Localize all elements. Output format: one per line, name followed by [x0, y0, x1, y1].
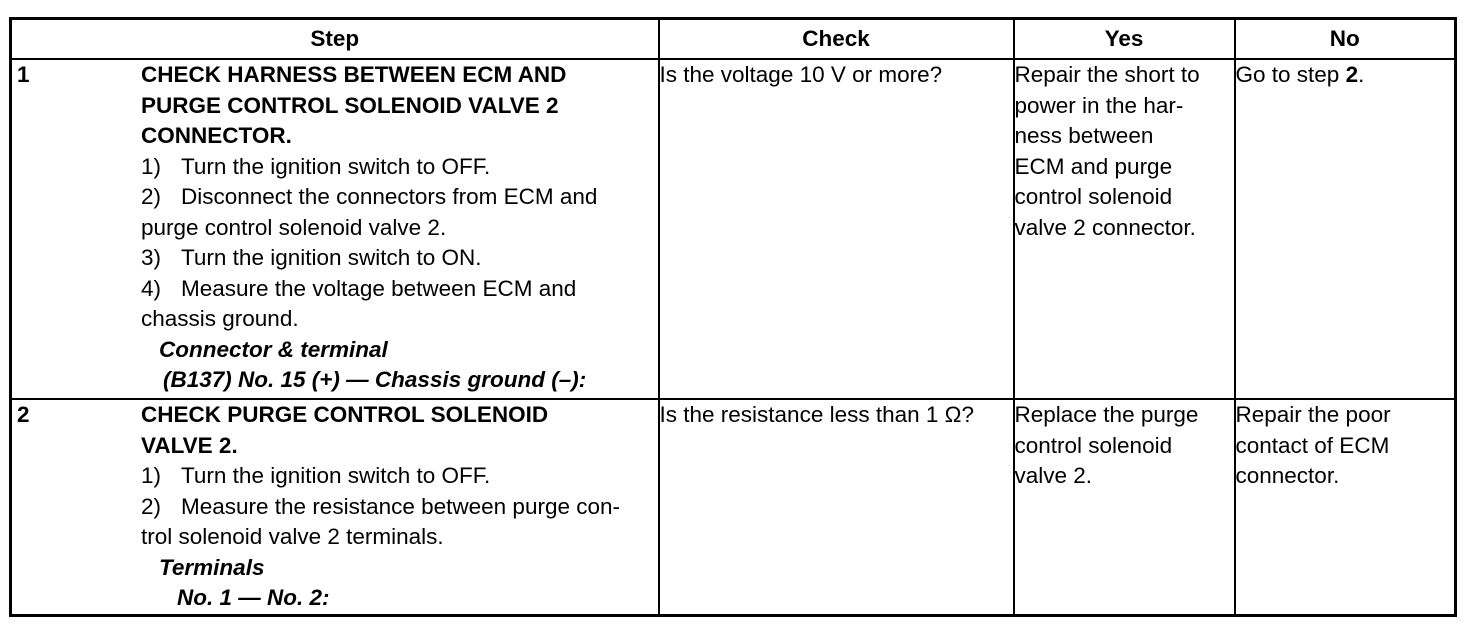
no-line: Repair the poor — [1235, 402, 1391, 427]
procedure-item-continued: purge control solenoid valve 2. — [141, 214, 447, 240]
diagnostic-table — [9, 17, 1457, 617]
procedure-item: 2) Disconnect the connectors from ECM and — [141, 184, 598, 209]
header-no: No — [1235, 19, 1456, 60]
procedure-item-continued: trol solenoid valve 2 terminals. — [141, 524, 444, 549]
yes-cell — [1014, 59, 1235, 399]
table-row — [11, 399, 1456, 616]
procedure-item-continued: chassis ground. — [141, 306, 299, 331]
spec-label: Terminals — [159, 554, 265, 580]
step-cell — [11, 399, 659, 616]
spec-value: No. 1 — No. 2: — [177, 585, 330, 610]
no-line: contact of ECM — [1235, 432, 1390, 458]
header-row — [11, 19, 1456, 60]
yes-line: control solenoid — [1014, 432, 1173, 458]
procedure-item: 3) Turn the ignition switch to ON. — [141, 245, 482, 270]
step-reference: 2 — [1345, 62, 1359, 87]
no-line: connector. — [1235, 463, 1340, 488]
check-cell: Is the voltage 10 V or more? — [659, 59, 1014, 399]
procedure-item: 1) Turn the ignition switch to OFF. — [141, 153, 491, 179]
step-number: 2 — [17, 402, 30, 427]
table-row — [11, 59, 1456, 399]
step-title-line: CHECK HARNESS BETWEEN ECM AND — [141, 62, 567, 87]
yes-line: control solenoid — [1014, 184, 1173, 209]
step-title-line: CHECK PURGE CONTROL SOLENOID — [141, 402, 549, 427]
header-check: Check — [659, 19, 1014, 60]
procedure-item: 4) Measure the voltage between ECM and — [141, 275, 577, 301]
yes-line: ECM and purge — [1014, 153, 1173, 179]
header-yes: Yes — [1014, 19, 1235, 60]
no-cell: Go to step 2. — [1235, 59, 1456, 399]
yes-line: Replace the purge — [1014, 402, 1199, 427]
yes-line: ness between — [1014, 123, 1154, 148]
step-number: 1 — [17, 62, 30, 87]
step-title-line: PURGE CONTROL SOLENOID VALVE 2 — [141, 92, 559, 118]
yes-line: valve 2 connector. — [1014, 214, 1196, 240]
step-title-line: VALVE 2. — [141, 432, 238, 458]
spec-value: (B137) No. 15 (+) — Chassis ground (–): — [163, 367, 587, 392]
no-cell — [1235, 399, 1456, 616]
step-title-line: CONNECTOR. — [141, 123, 292, 148]
yes-line: Repair the short to — [1014, 62, 1200, 87]
step-cell — [11, 59, 659, 399]
yes-line: valve 2. — [1014, 463, 1093, 488]
yes-line: power in the har- — [1014, 92, 1184, 118]
check-cell: Is the resistance less than 1 Ω? — [659, 399, 1014, 616]
procedure-item: 1) Turn the ignition switch to OFF. — [141, 463, 491, 488]
procedure-item: 2) Measure the resistance between purge con- — [141, 493, 621, 519]
header-step: Step — [11, 19, 659, 60]
spec-label: Connector & terminal — [159, 336, 388, 362]
yes-cell — [1014, 399, 1235, 616]
